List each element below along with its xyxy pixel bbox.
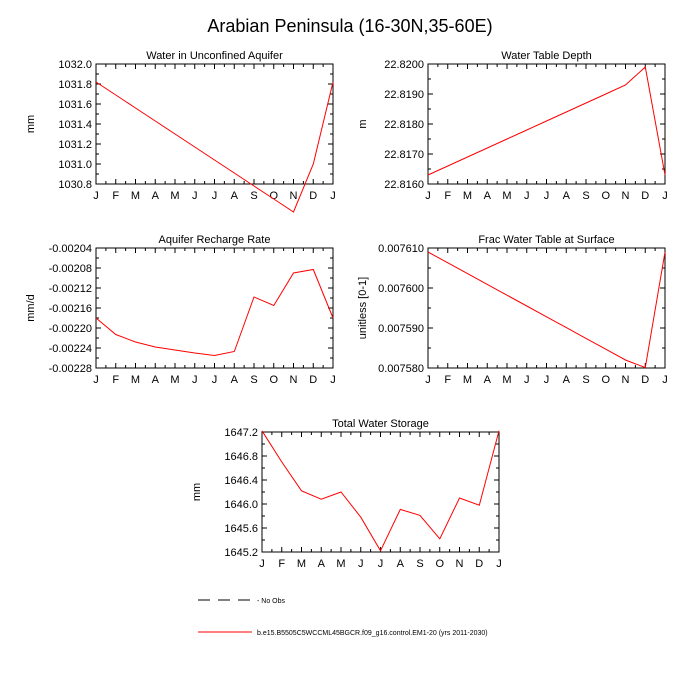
x-tick-label: M	[130, 190, 141, 202]
y-tick-label: 22.8160	[384, 179, 424, 191]
x-tick-label: M	[502, 190, 512, 202]
chart-panel-2	[357, 50, 668, 202]
x-tick-label: J	[330, 190, 336, 202]
x-tick-label: J	[543, 374, 550, 386]
x-tick-label: J	[662, 190, 668, 202]
x-tick-label: S	[250, 190, 258, 202]
x-tick-label: J	[358, 558, 364, 570]
chart-title: Frac Water Table at Surface	[478, 234, 615, 246]
y-axis-label: mm/d	[25, 294, 37, 322]
x-tick-label: M	[462, 190, 473, 202]
x-tick-label: M	[296, 558, 307, 570]
plot-frame	[96, 64, 333, 184]
x-tick-label: J	[192, 374, 198, 386]
x-tick-label: F	[112, 190, 120, 202]
chart-panel-4	[357, 234, 668, 386]
x-tick-label: S	[416, 558, 424, 570]
y-tick-label: 1645.6	[224, 523, 258, 535]
x-tick-label: J	[377, 558, 384, 570]
x-tick-label: A	[151, 190, 159, 202]
x-tick-label: N	[289, 190, 298, 202]
y-tick-label: 22.8190	[384, 89, 424, 101]
x-tick-label: F	[278, 558, 286, 570]
x-tick-label: S	[582, 190, 590, 202]
x-tick-label: J	[524, 190, 530, 202]
x-tick-label: F	[444, 374, 452, 386]
x-tick-label: J	[192, 190, 198, 202]
y-tick-label: 1030.8	[58, 179, 92, 191]
x-tick-label: O	[269, 190, 279, 202]
x-tick-label: N	[621, 190, 630, 202]
x-tick-label: J	[93, 190, 99, 202]
x-tick-label: M	[170, 190, 180, 202]
x-tick-label: J	[496, 558, 502, 570]
x-tick-label: O	[435, 558, 445, 570]
y-tick-label: -0.00220	[48, 323, 92, 335]
plot-frame	[96, 248, 333, 368]
x-tick-label: F	[112, 374, 120, 386]
y-tick-label: -0.00212	[48, 283, 92, 295]
legend-label-no-obs: - No Obs	[257, 598, 286, 605]
x-tick-label: J	[425, 190, 431, 202]
chart-panel-5	[191, 418, 502, 570]
plot-frame	[262, 432, 499, 552]
chart-title: Aquifer Recharge Rate	[158, 234, 271, 246]
y-axis-label: m	[357, 119, 369, 129]
x-tick-label: A	[396, 558, 404, 570]
x-tick-label: S	[250, 374, 258, 386]
chart-panel-1	[25, 50, 336, 212]
y-tick-label: 22.8180	[384, 119, 424, 131]
x-tick-label: O	[601, 190, 611, 202]
y-tick-label: -0.00228	[48, 363, 92, 375]
legend-label-model: b.e15.B5505C5WCCML45BGCR.f09_g16.control.EM1-20 (yrs 2011-2030)	[257, 630, 488, 637]
x-tick-label: A	[151, 374, 159, 386]
x-tick-label: A	[562, 374, 570, 386]
series-line-1	[428, 67, 665, 175]
y-tick-label: 1031.0	[58, 159, 92, 171]
chart-title: Water Table Depth	[501, 50, 592, 62]
x-tick-label: A	[230, 190, 238, 202]
x-tick-label: O	[269, 374, 279, 386]
chart-title: Water in Unconfined Aquifer	[146, 50, 283, 62]
y-tick-label: 1645.2	[224, 547, 258, 559]
x-tick-label: S	[582, 374, 590, 386]
x-tick-label: O	[601, 374, 611, 386]
x-tick-label: A	[562, 190, 570, 202]
x-tick-label: A	[483, 374, 491, 386]
plot-frame	[428, 248, 665, 368]
y-tick-label: 1031.4	[58, 119, 92, 131]
chart-panel-3	[25, 234, 336, 386]
x-tick-label: N	[455, 558, 464, 570]
y-axis-label: unitless [0-1]	[357, 276, 369, 340]
y-tick-label: 1031.8	[58, 79, 92, 91]
y-tick-label: 0.007610	[378, 243, 424, 255]
x-tick-label: F	[444, 190, 452, 202]
x-tick-label: D	[309, 374, 318, 386]
x-tick-label: M	[130, 374, 141, 386]
y-tick-label: 0.007590	[378, 323, 424, 335]
y-tick-label: 1031.2	[58, 139, 92, 151]
legend	[198, 598, 488, 637]
series-line-1	[262, 431, 499, 551]
x-tick-label: J	[93, 374, 99, 386]
x-tick-label: J	[662, 374, 668, 386]
x-tick-label: D	[641, 190, 650, 202]
y-tick-label: 1646.0	[224, 499, 258, 511]
x-tick-label: D	[641, 374, 650, 386]
x-tick-label: M	[170, 374, 180, 386]
y-axis-label: mm	[25, 114, 37, 134]
y-tick-label: -0.00216	[48, 303, 92, 315]
main-title: Arabian Peninsula (16-30N,35-60E)	[207, 16, 493, 36]
y-tick-label: 1032.0	[58, 59, 92, 71]
x-tick-label: A	[483, 190, 491, 202]
x-tick-label: J	[524, 374, 530, 386]
y-axis-label: mm	[191, 482, 203, 502]
y-tick-label: 1647.2	[224, 427, 258, 439]
x-tick-label: A	[317, 558, 325, 570]
x-tick-label: M	[502, 374, 512, 386]
x-tick-label: J	[330, 374, 336, 386]
x-tick-label: J	[211, 374, 218, 386]
x-tick-label: J	[543, 190, 550, 202]
x-tick-label: A	[230, 374, 238, 386]
y-tick-label: 22.8170	[384, 149, 424, 161]
x-tick-label: M	[462, 374, 473, 386]
x-tick-label: D	[475, 558, 484, 570]
y-tick-label: 0.007600	[378, 283, 424, 295]
chart-title: Total Water Storage	[332, 418, 429, 430]
x-tick-label: M	[336, 558, 346, 570]
y-tick-label: 1646.8	[224, 451, 258, 463]
series-line-1	[428, 252, 665, 368]
y-tick-label: -0.00204	[48, 243, 92, 255]
y-tick-label: -0.00208	[48, 263, 92, 275]
x-tick-label: D	[309, 190, 318, 202]
y-tick-label: 1031.6	[58, 99, 92, 111]
y-tick-label: 0.007580	[378, 363, 424, 375]
x-tick-label: J	[259, 558, 265, 570]
chart-panels	[25, 50, 668, 570]
y-tick-label: 1646.4	[224, 475, 258, 487]
y-tick-label: 22.8200	[384, 59, 424, 71]
series-line-1	[96, 270, 333, 356]
y-tick-label: -0.00224	[48, 343, 92, 355]
x-tick-label: J	[425, 374, 431, 386]
x-tick-label: N	[621, 374, 630, 386]
x-tick-label: N	[289, 374, 298, 386]
x-tick-label: J	[211, 190, 218, 202]
